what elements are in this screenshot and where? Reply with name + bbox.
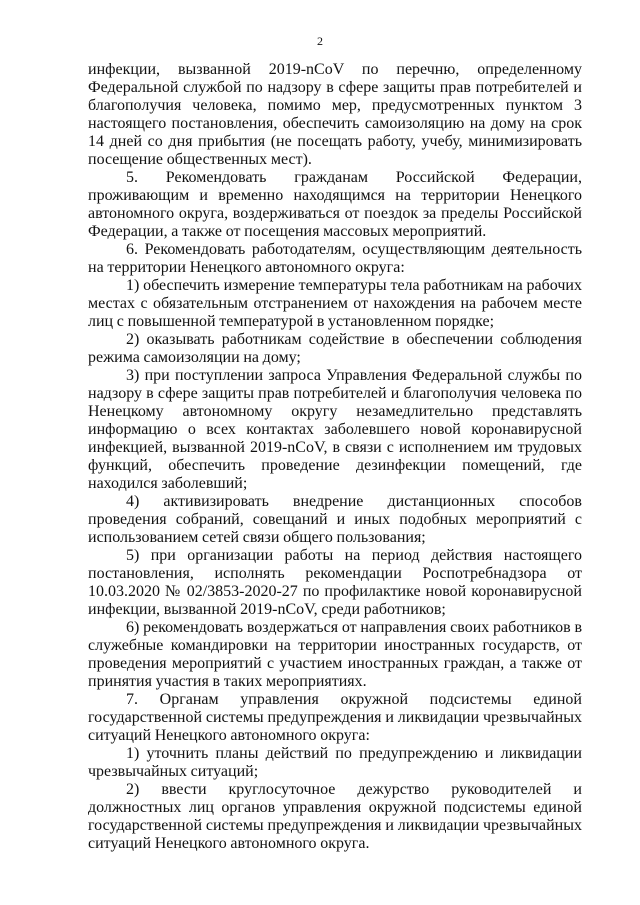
paragraph-item-6: 6. Рекомендовать работодателям, осуществляющим деятельность на территории Ненецкого автономного округа:: [88, 241, 582, 276]
paragraph-continuation: инфекции, вызванной 2019-nCoV по перечню, определенному Федеральной службой по надзору в сфере защиты прав потребителей и благополучия человека, помимо мер, предусмотренных пунктом 3 настоящего постановления, обеспечить самоизоляцию на дому на срок 14 дней со дня прибытия (не посещать работу, учебу, минимизировать посещение общественных мест).: [88, 61, 582, 168]
paragraph-item-6-2: 2) оказывать работникам содействие в обеспечении соблюдения режима самоизоляции на дому;: [88, 331, 582, 366]
paragraph-item-6-6: 6) рекомендовать воздержаться от направления своих работников в служебные командировки на территории иностранных государств, от проведения мероприятий с участием иностранных граждан, а также от принятия участия в таких мероприятиях.: [88, 619, 582, 690]
paragraph-item-7-1: 1) уточнить планы действий по предупреждению и ликвидации чрезвычайных ситуаций;: [88, 745, 582, 780]
paragraph-item-6-4: 4) активизировать внедрение дистанционных способов проведения собраний, совещаний и иных подобных мероприятий с использованием сетей связи общего пользования;: [88, 493, 582, 546]
paragraph-item-6-1: 1) обеспечить измерение температуры тела работникам на рабочих местах с обязательным отстранением от нахождения на рабочем месте лиц с повышенной температурой в установленном порядке;: [88, 277, 582, 330]
paragraph-item-6-5: 5) при организации работы на период действия настоящего постановления, исполнять рекомендации Роспотребнадзора от 10.03.2020 № 02/3853-2020-27 по профилактике новой коронавирусной инфекции, вызванной 2019-nCoV, среди работников;: [88, 547, 582, 618]
paragraph-item-6-3: 3) при поступлении запроса Управления Федеральной службы по надзору в сфере защиты прав потребителей и благополучия человека по Ненецкому автономному округу незамедлительно представлять информацию о всех контактах заболевшего новой коронавирусной инфекцией, вызванной 2019-nCoV, в связи с исполнением им трудовых функций, обеспечить проведение дезинфекции помещений, где находился заболевший;: [88, 367, 582, 492]
document-body: [88, 61, 582, 853]
paragraph-item-7: 7. Органам управления окружной подсистемы единой государственной системы предупреждения и ликвидации чрезвычайных ситуаций Ненецкого автономного округа:: [88, 691, 582, 744]
page-number: 2: [317, 34, 323, 48]
paragraph-item-5: 5. Рекомендовать гражданам Российской Федерации, проживающим и временно находящимся на территории Ненецкого автономного округа, воздерживаться от поездок за пределы Российской Федерации, а также от посещения массовых мероприятий.: [88, 169, 582, 240]
paragraph-item-7-2: 2) ввести круглосуточное дежурство руководителей и должностных лиц органов управления окружной подсистемы единой государственной системы предупреждения и ликвидации чрезвычайных ситуаций Ненецкого автономного округа.: [88, 781, 582, 852]
